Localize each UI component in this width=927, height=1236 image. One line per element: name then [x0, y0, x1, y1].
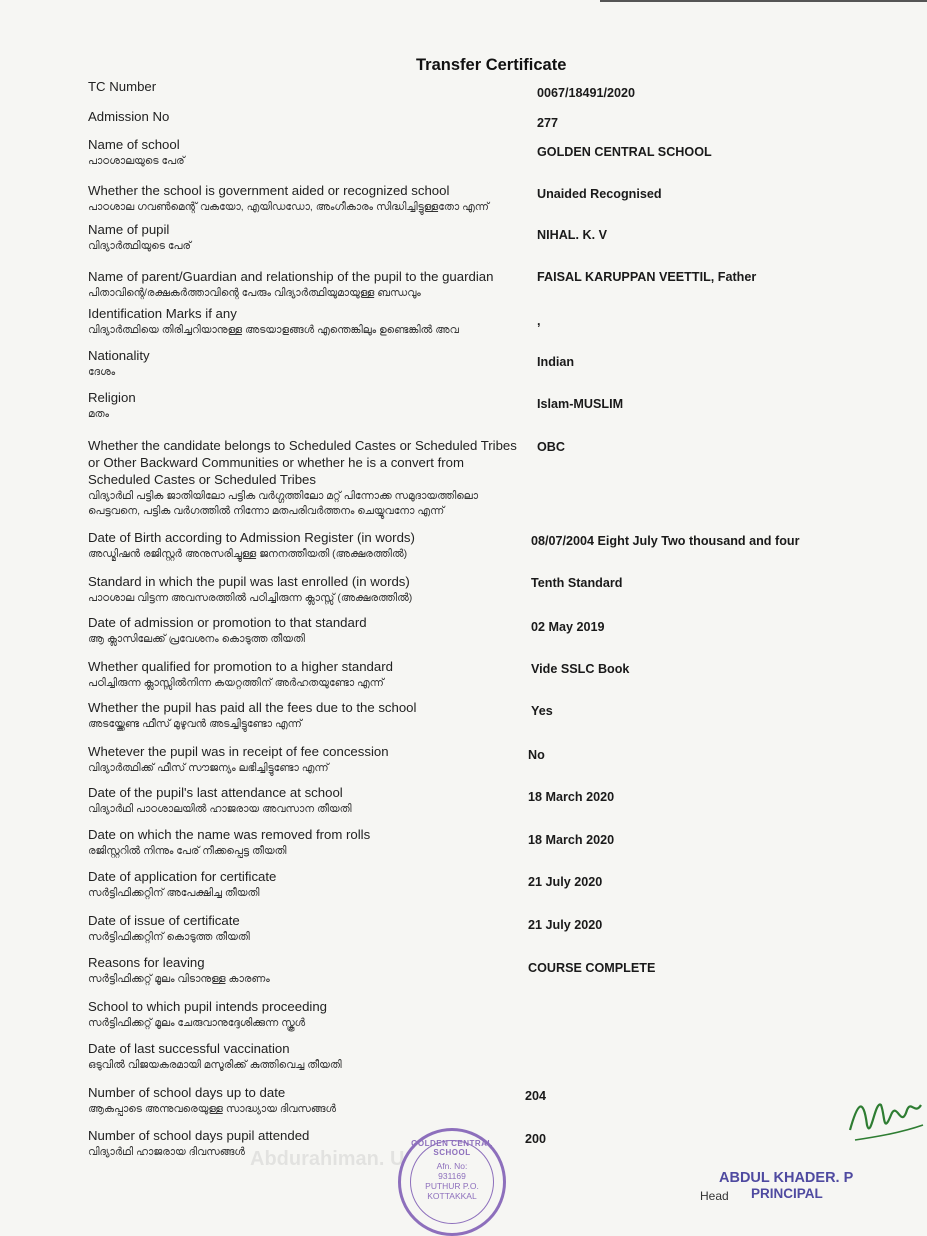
- field-label-english: Whether the candidate belongs to Scheduled Castes or Scheduled Tribes or Other Backward Communities or whether he is a convert from Scheduled Castes or Scheduled Tribes: [88, 438, 517, 487]
- field-label-malayalam: പാഠശാല വിട്ടന്ന അവസരത്തിൽ പഠിച്ചിരുന്ന ക്ലാസ്സ് (അക്ഷരത്തിൽ): [88, 592, 413, 604]
- field-value: 200: [525, 1132, 547, 1146]
- field-label-english: Admission No: [88, 109, 170, 124]
- field-value: Islam-MUSLIM: [537, 397, 624, 411]
- field-label-english: Date of last successful vaccination: [88, 1041, 290, 1056]
- field-label: [88, 108, 518, 125]
- field-label: [88, 784, 518, 817]
- field-value: 18 March 2020: [528, 790, 615, 804]
- field-label: [88, 1084, 518, 1117]
- field-label: [88, 699, 518, 732]
- field-label: [88, 954, 518, 987]
- field-label-malayalam: ദേശം: [88, 366, 116, 378]
- field-label: [88, 389, 518, 422]
- field-value: OBC: [537, 440, 565, 454]
- field-label: [88, 221, 518, 254]
- field-value: No: [528, 748, 545, 762]
- field-label: [88, 868, 518, 901]
- field-label-malayalam: വിദ്യാർഥി പട്ടിക ജാതിയിലോ പട്ടിക വർഗ്ഗത്തിലോ മറ്റ് പിന്നോക്ക സമുദായത്തിലൊ പെട്ടവനെ, പട്ടിക വർഗത്തിൽ നിന്നോ മതപരിവർത്തനം ചെയ്യുവനോ എന്ന്: [88, 490, 479, 517]
- field-value: 18 March 2020: [528, 833, 615, 847]
- scan-border-line: [600, 0, 927, 8]
- field-label-malayalam: സർട്ടിഫിക്കറ്റ് മൂലം ചേരുവാനുദ്ദേശിക്കുന്ന സ്കൂൾ: [88, 1017, 306, 1029]
- field-label-malayalam: ആ ക്ലാസിലേക്ക് പ്രവേശനം കൊടുത്ത തീയതി: [88, 633, 305, 645]
- field-label-english: Identification Marks if any: [88, 306, 237, 321]
- field-label: [88, 78, 518, 95]
- field-label: [88, 826, 518, 859]
- page-title: Transfer Certificate: [416, 56, 567, 74]
- field-value: 21 July 2020: [528, 918, 603, 932]
- field-label-malayalam: പാഠശാലയുടെ പേര്: [88, 155, 185, 167]
- field-label-english: Name of pupil: [88, 222, 170, 237]
- field-label-english: TC Number: [88, 79, 157, 94]
- field-value: FAISAL KARUPPAN VEETTIL, Father: [537, 270, 757, 284]
- field-value: Tenth Standard: [531, 576, 623, 590]
- field-label-english: Whether the pupil has paid all the fees due to the school: [88, 700, 417, 715]
- field-value: Unaided Recognised: [537, 187, 662, 201]
- field-label: [88, 573, 518, 606]
- seal-line-1: Afn. No:: [436, 1161, 468, 1171]
- field-label-malayalam: ആകപ്പാടെ അന്നുവരെയുള്ള സാദ്ധ്യായ ദിവസങ്ങൾ: [88, 1103, 337, 1115]
- field-label-malayalam: പാഠശാല ഗവൺമെന്റ് വകയോ, എയിഡഡോ, അംഗീകാരം സിദ്ധിച്ചിട്ടുള്ളതോ എന്ന്: [88, 201, 489, 213]
- field-label-english: Date of admission or promotion to that standard: [88, 615, 367, 630]
- field-label-english: Date of application for certificate: [88, 869, 277, 884]
- field-label: [88, 743, 518, 776]
- seal-line-3: PUTHUR P.O.: [425, 1181, 479, 1191]
- field-label-english: Date of issue of certificate: [88, 913, 240, 928]
- principal-name-stamp: ABDUL KHADER. P: [719, 1170, 854, 1186]
- field-label-english: Date of the pupil's last attendance at school: [88, 785, 343, 800]
- field-label: [88, 912, 518, 945]
- field-value: Yes: [531, 704, 553, 718]
- field-value: 204: [525, 1089, 547, 1103]
- field-label-english: Whetever the pupil was in receipt of fee concession: [88, 744, 389, 759]
- field-label: [88, 1040, 518, 1073]
- field-label-malayalam: വിദ്യാർഥി പാഠശാലയിൽ ഹാജരായ അവസാന തീയതി: [88, 803, 352, 815]
- field-label-malayalam: പിതാവിന്റെ/രക്ഷകർത്താവിന്റെ പേരും വിദ്യാർത്ഥിയുമായുള്ള ബന്ധവും: [88, 287, 421, 299]
- field-label: [88, 305, 518, 338]
- field-value: 21 July 2020: [528, 875, 603, 889]
- field-value: NIHAL. K. V: [537, 228, 607, 242]
- seal-ring-text: GOLDEN CENTRAL SCHOOL: [411, 1139, 493, 1157]
- field-label-malayalam: വിദ്യാർത്ഥിയെ തിരിച്ചറിയാനുള്ള അടയാളങ്ങൾ എന്തെങ്കിലും ഉണ്ടെങ്കിൽ അവ: [88, 324, 459, 336]
- bleed-through-text: Abdurahiman. U: [250, 1148, 405, 1170]
- field-label-english: School to which pupil intends proceeding: [88, 999, 327, 1014]
- field-label-malayalam: ഒടുവിൽ വിജയകരമായി മസൂരിക്ക് കുത്തിവെച്ച തീയതി: [88, 1059, 342, 1071]
- seal-inner-text: [421, 1161, 483, 1201]
- field-value: COURSE COMPLETE: [528, 961, 656, 975]
- field-label: [88, 268, 518, 301]
- field-label-malayalam: മതം: [88, 408, 110, 420]
- field-label-malayalam: പഠിച്ചിരുന്ന ക്ലാസ്സിൽനിന്ന കയറ്റത്തിന് അർഹതയുണ്ടോ എന്ന്: [88, 677, 384, 689]
- principal-title-stamp: PRINCIPAL: [751, 1186, 823, 1201]
- field-label: [88, 437, 518, 519]
- field-label-malayalam: സർട്ടിഫിക്കറ്റ് മൂലം വിടാനുള്ള കാരണം: [88, 973, 270, 985]
- field-label-english: Name of parent/Guardian and relationship of the pupil to the guardian: [88, 269, 494, 284]
- field-label: [88, 614, 518, 647]
- field-value: 02 May 2019: [531, 620, 605, 634]
- field-label-english: Date of Birth according to Admission Register (in words): [88, 530, 415, 545]
- field-label-english: Nationality: [88, 348, 150, 363]
- field-label-malayalam: വിദ്യാർഥി ഹാജരായ ദിവസങ്ങൾ: [88, 1146, 245, 1158]
- field-label-english: Number of school days up to date: [88, 1085, 286, 1100]
- field-label: [88, 347, 518, 380]
- field-label-english: Religion: [88, 390, 136, 405]
- head-label: Head: [700, 1189, 729, 1203]
- field-label: [88, 529, 518, 562]
- field-label-english: Reasons for leaving: [88, 955, 205, 970]
- field-value: ,: [537, 314, 541, 328]
- field-label-english: Whether qualified for promotion to a higher standard: [88, 659, 393, 674]
- field-label: [88, 658, 518, 691]
- field-value: Indian: [537, 355, 575, 369]
- seal-line-4: KOTTAKKAL: [427, 1191, 477, 1201]
- field-value: GOLDEN CENTRAL SCHOOL: [537, 145, 712, 159]
- field-value: Vide SSLC Book: [531, 662, 630, 676]
- field-label: [88, 136, 518, 169]
- field-label-malayalam: അടയ്ക്കേണ്ട ഫീസ് മുഴുവൻ അടച്ചിട്ടുണ്ടോ എന്ന്: [88, 718, 302, 730]
- field-value: 277: [537, 116, 559, 130]
- field-label-malayalam: സർട്ടിഫിക്കറ്റിന് അപേക്ഷിച്ച തീയതി: [88, 887, 260, 899]
- field-label-english: Whether the school is government aided or recognized school: [88, 183, 450, 198]
- field-label-malayalam: രജിസ്റ്ററിൽ നിന്നും പേര് നീക്കപ്പെട്ട തീയതി: [88, 845, 287, 857]
- field-label-malayalam: സർട്ടിഫിക്കറ്റിന് കൊടുത്ത തീയതി: [88, 931, 250, 943]
- field-label-english: Number of school days pupil attended: [88, 1128, 310, 1143]
- field-label-malayalam: വിദ്യാർത്ഥിക്ക് ഫീസ് സൗജന്യം ലഭിച്ചിട്ടുണ്ടോ എന്ന്: [88, 762, 329, 774]
- field-label-english: Standard in which the pupil was last enrolled (in words): [88, 574, 410, 589]
- school-seal: [398, 1128, 506, 1236]
- field-value: 08/07/2004 Eight July Two thousand and four: [531, 534, 800, 548]
- field-label: [88, 182, 518, 215]
- seal-line-2: 931169: [438, 1171, 466, 1181]
- field-label-english: Name of school: [88, 137, 180, 152]
- principal-signature: [845, 1085, 925, 1155]
- field-label-english: Date on which the name was removed from rolls: [88, 827, 371, 842]
- field-label-malayalam: അഡ്മിഷൻ രജിസ്റ്റർ അനുസരിച്ചുള്ള ജനനത്തീയതി (അക്ഷരത്തിൽ): [88, 548, 408, 560]
- field-label-malayalam: വിദ്യാർത്ഥിയുടെ പേര്: [88, 240, 191, 252]
- field-label: [88, 998, 518, 1031]
- field-value: 0067/18491/2020: [537, 86, 636, 100]
